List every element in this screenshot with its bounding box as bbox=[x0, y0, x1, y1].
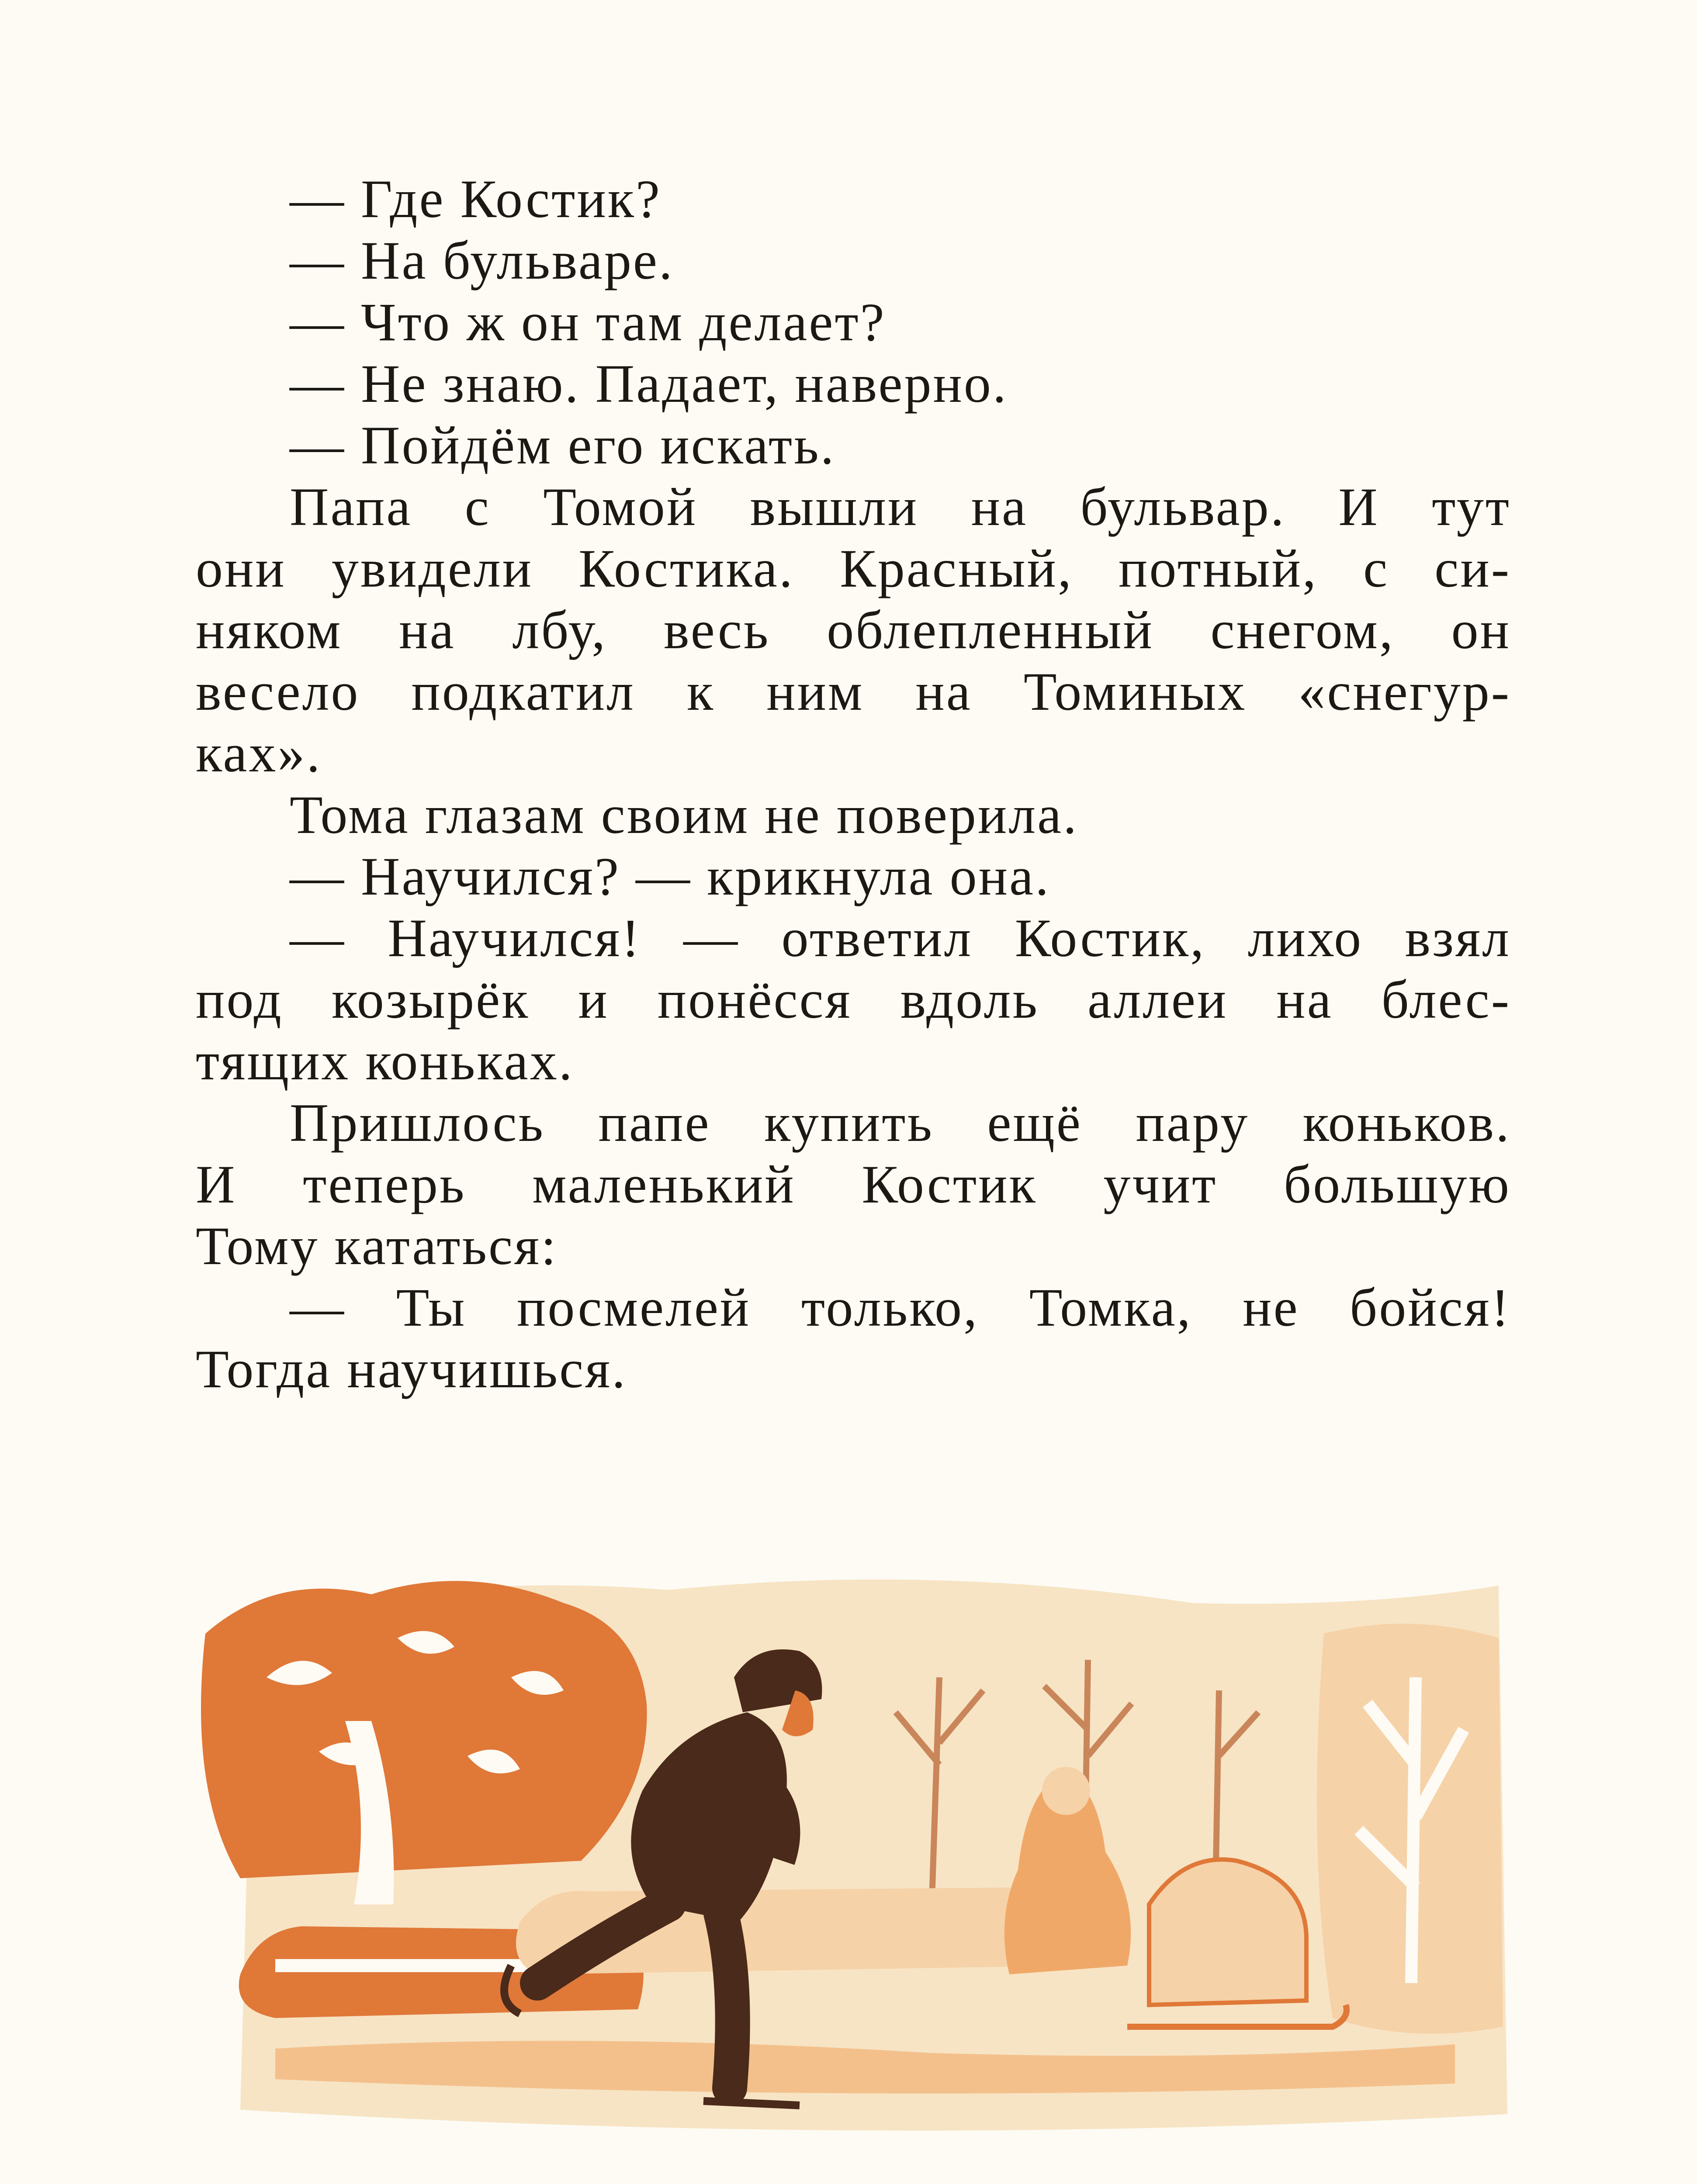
text-line: — Пойдём его искать. bbox=[290, 415, 836, 475]
text-line: — Научился! — ответил Костик, лихо взял bbox=[290, 908, 1511, 968]
woman-head bbox=[1042, 1767, 1090, 1815]
text-line: И теперь маленький Костик учит большую bbox=[196, 1154, 1511, 1214]
text-line: под козырёк и понёсся вдоль аллеи на блес- bbox=[196, 970, 1511, 1030]
text-line: — Где Костик? bbox=[290, 169, 661, 229]
text-line: — Не знаю. Падает, наверно. bbox=[290, 354, 1008, 414]
text-line: — На бульваре. bbox=[290, 231, 674, 290]
text-line: весело подкатил к ним на Томиных «снегур- bbox=[196, 662, 1511, 722]
text-line: Тома глазам своим не поверила. bbox=[290, 785, 1079, 845]
text-line: — Что ж он там делает? bbox=[290, 292, 886, 352]
skating-boy-illustration bbox=[188, 1546, 1525, 2184]
text-line: Пришлось папе купить ещё пару коньков. bbox=[290, 1093, 1511, 1153]
text-line: Тому кататься: bbox=[196, 1216, 558, 1276]
text-line: они увидели Костика. Красный, потный, с си- bbox=[196, 539, 1511, 598]
text-line: Папа с Томой вышли на бульвар. И тут bbox=[290, 477, 1511, 537]
text-line: тящих коньках. bbox=[196, 1031, 574, 1091]
text-line: няком на лбу, весь облепленный снегом, он bbox=[196, 600, 1511, 660]
baby-carriage bbox=[1149, 1859, 1306, 2005]
text-line: — Научился? — крикнула она. bbox=[290, 847, 1051, 906]
text-line: — Ты посмелей только, Томка, не бойся! bbox=[290, 1278, 1511, 1337]
text-line: ках». bbox=[196, 723, 322, 783]
story-text bbox=[196, 168, 1511, 1400]
left-tree-crown bbox=[201, 1581, 647, 1878]
text-line: Тогда научишься. bbox=[196, 1339, 627, 1399]
